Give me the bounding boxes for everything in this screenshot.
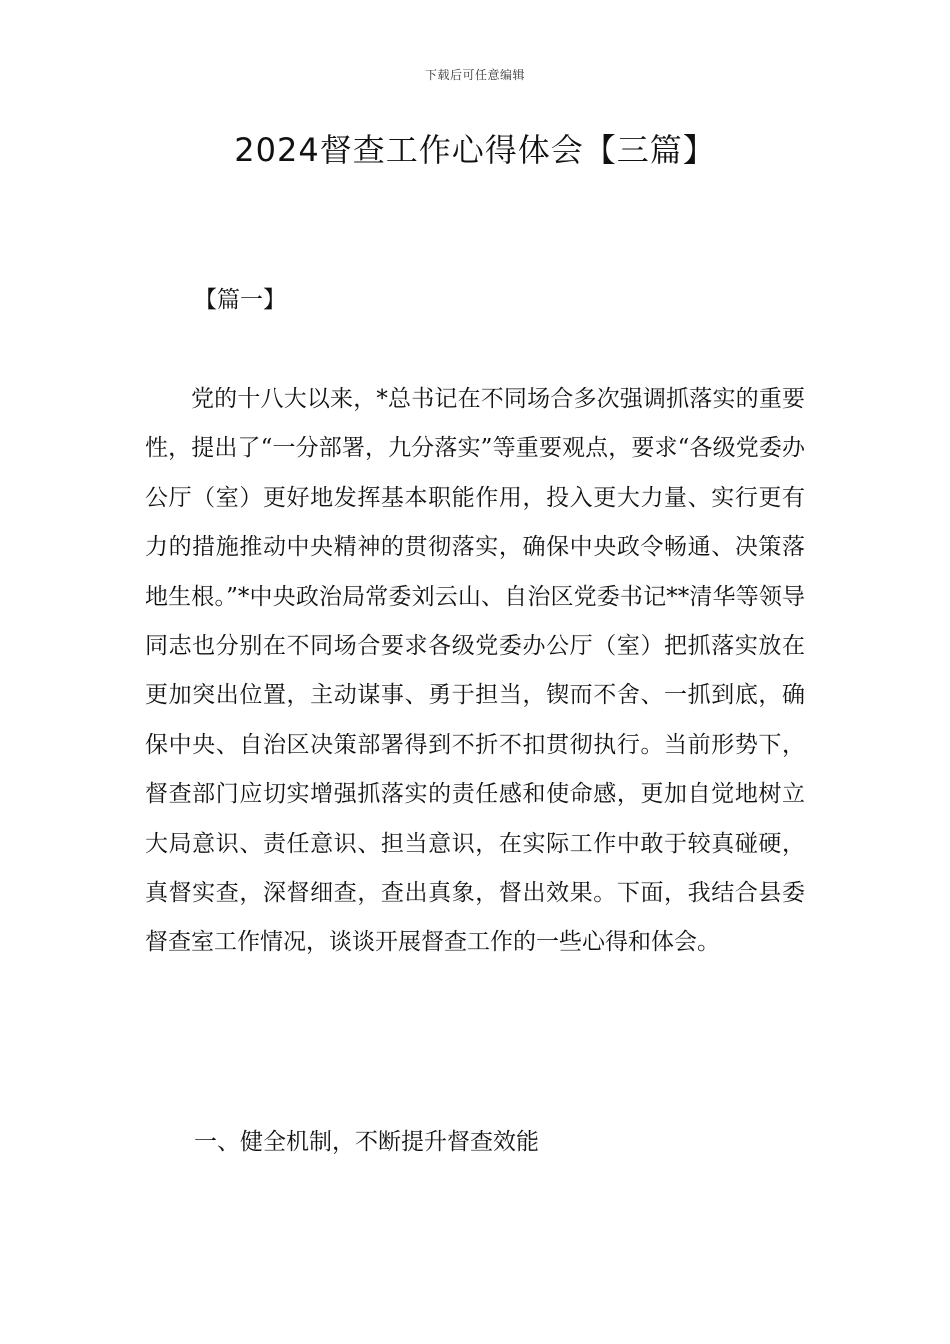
section-subheading: 一、健全机制，不断提升督查效能	[194, 1129, 539, 1155]
body-paragraph: 党的十八大以来，*总书记在不同场合多次强调抓落实的重要性，提出了“一分部署，九分落实”等重要观点，要求“各级党委办公厅（室）更好地发挥基本职能作用，投入更大力量、实行更有力的措施推动中央精神的贯彻落实，确保中央政令畅通、决策落地生根。”*中央政治局常委刘云山、自治区党委书记**清华等领导同志也分别在不同场合要求各级党委办公厅（室）把抓落实放在更加突出位置，主动谋事、勇于担当，锲而不舍、一抓到底，确保中央、自治区决策部署得到不折不扣贯彻执行。当前形势下，督查部门应切实增强抓落实的责任感和使命感，更加自觉地树立大局意识、责任意识、担当意识，在实际工作中敢于较真碰硬，真督实查，深督细查，查出真象，督出效果。下面，我结合县委督查室工作情况，谈谈开展督查工作的一些心得和体会。	[145, 386, 805, 956]
document-title: 2024督查工作心得体会【三篇】	[234, 131, 716, 169]
header-note: 下载后可任意编辑	[424, 68, 525, 82]
section-label: 【篇一】	[194, 287, 286, 313]
